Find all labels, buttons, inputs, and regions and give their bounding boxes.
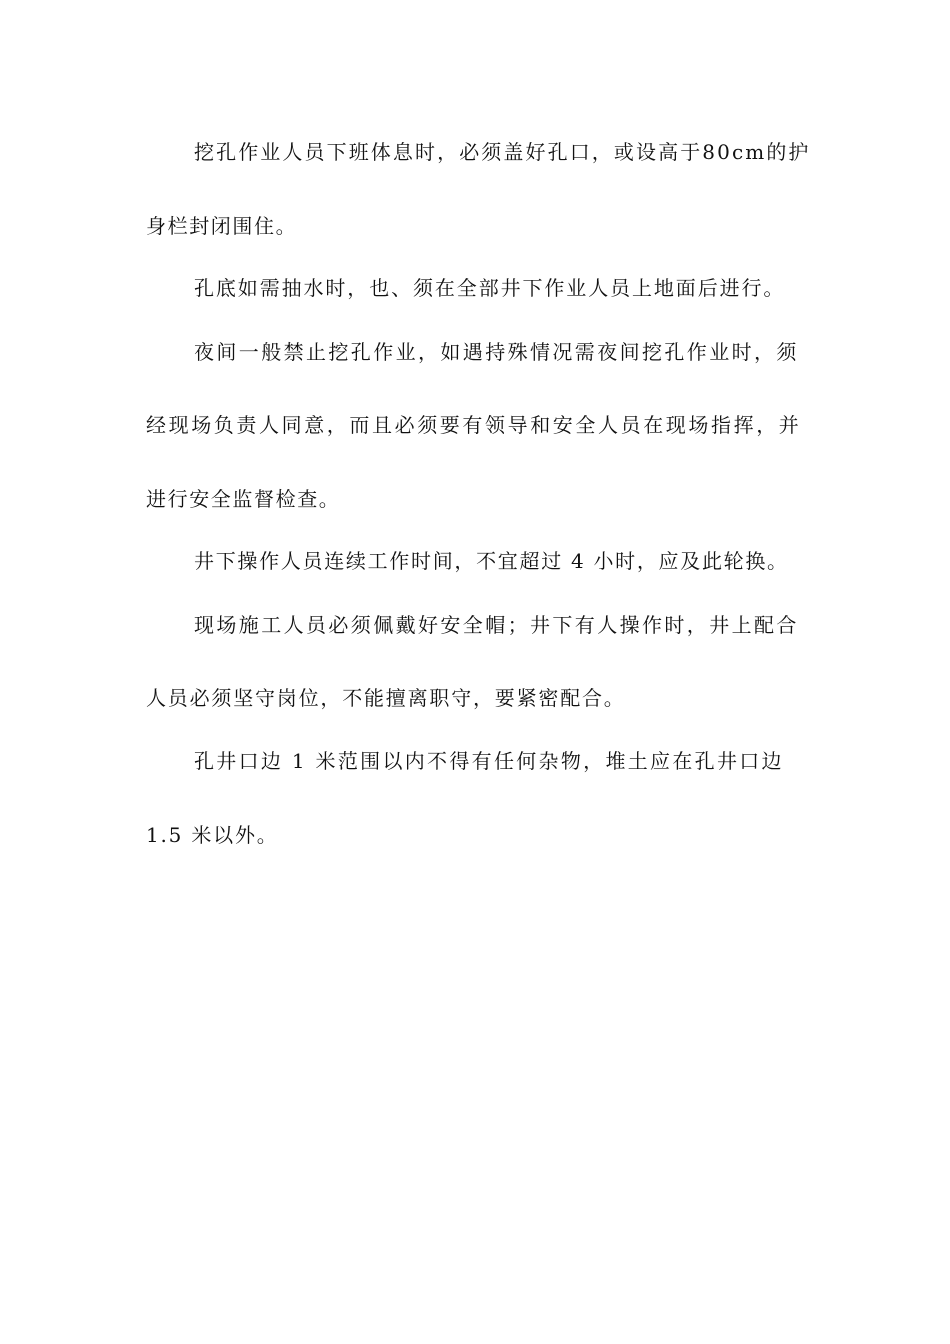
paragraph-2-line-1: 孔底如需抽水时，也、须在全部井下作业人员上地面后进行。 bbox=[194, 276, 786, 300]
paragraph-1-line-1: 挖孔作业人员下班体息时，必须盖好孔口，或设高于80cm的护 bbox=[194, 140, 811, 164]
paragraph-3-line-2: 经现场负责人同意，而且必须要有领导和安全人员在现场指挥，并 bbox=[146, 413, 802, 437]
paragraph-6-line-1: 孔井口边 1 米范围以内不得有任何杂物，堆土应在孔井口边 bbox=[194, 749, 784, 773]
paragraph-3-line-1: 夜间一般禁止挖孔作业，如遇持殊情况需夜间挖孔作业时，须 bbox=[194, 340, 799, 364]
paragraph-6-line-2: 1.5 米以外。 bbox=[146, 823, 279, 847]
paragraph-1-line-2: 身栏封闭围住。 bbox=[146, 214, 298, 238]
paragraph-5-line-1: 现场施工人员必须佩戴好安全帽；井下有人操作时，井上配合 bbox=[194, 613, 799, 637]
paragraph-5-line-2: 人员必须坚守岗位，不能擅离职守，要紧密配合。 bbox=[146, 686, 626, 710]
paragraph-4-line-1: 井下操作人员连续工作时间，不宜超过 4 小时，应及此轮换。 bbox=[194, 549, 789, 573]
paragraph-3-line-3: 进行安全监督检查。 bbox=[146, 487, 341, 511]
